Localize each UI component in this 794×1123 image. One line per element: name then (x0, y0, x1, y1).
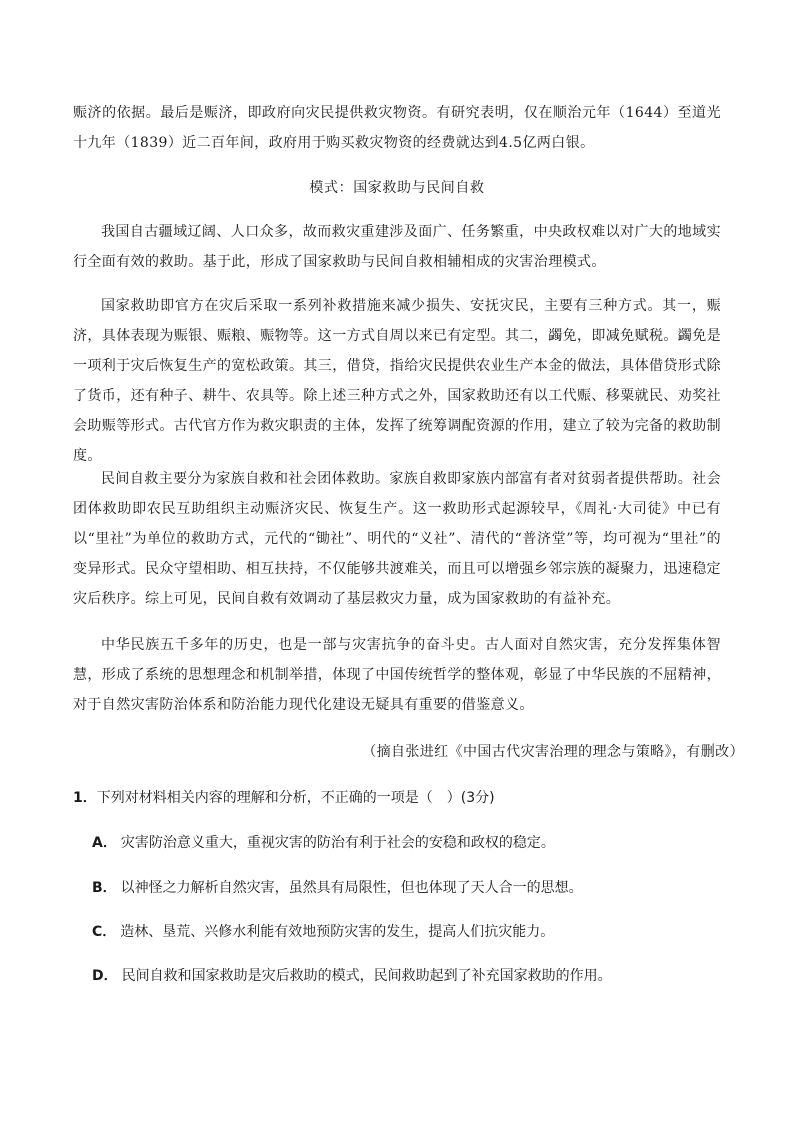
question-number: 1． (73, 790, 97, 806)
option-letter: C． (92, 924, 117, 940)
question-text: 下列对材料相关内容的理解和分析，不正确的一项是（ ）(3分) (96, 790, 495, 806)
body-paragraph-2: 国家救助即官方在灾后采取一系列补救措施来减少损失、安抚灾民，主要有三种方式。其一，赈济，具体表现为赈银、赈粮、赈物等。这一方式自周以来已有定型。其二，蠲免，即减免赋税。蠲免是一项利于灾后恢复生产的宽松政策。其三，借贷，指给灾民提供农业生产本金的做法，具体借贷形式除了货币，还有种子、耕牛、农具等。除上述三种方式之外，国家救助还有以工代赈、移粟就民、劝奖社会助赈等形式。古代官方作为救灾职责的主体，发挥了统筹调配资源的作用，建立了较为完备的救助制度。 (73, 298, 721, 464)
option-c (92, 922, 742, 942)
option-letter: D． (92, 968, 118, 984)
source-note: （摘自张进红《中国古代灾害治理的理念与策略》，有删改） (362, 744, 744, 760)
option-text: 民间自救和国家救助是灾后救助的模式，民间救助起到了补充国家救助的作用。 (121, 968, 612, 984)
option-text: 灾害防治意义重大，重视灾害的防治有利于社会的安稳和政权的稳定。 (120, 835, 555, 851)
question-1 (73, 788, 733, 808)
option-letter: A． (92, 835, 117, 851)
body-paragraph-3: 民间自救主要分为家族自救和社会团体救助。家族自救即家族内部富有者对贫弱者提供帮助。社会团体救助即农民互助组织主动赈济灾民、恢复生产。这一救助形式起源较早，《周礼·大司徒》中已有以“里社”为单位的救助方式，元代的“锄社”、明代的“义社”、清代的“普济堂”等，均可视为“里社”的变异形式。民众守望相助、相互扶持，不仅能够共渡难关，而且可以增强乡邻宗族的凝聚力，迅速稳定灾后秩序。综上可见，民间自救有效调动了基层救灾力量，成为国家救助的有益补充。 (73, 471, 721, 607)
option-d (92, 966, 742, 986)
body-paragraph-4: 中华民族五千多年的历史，也是一部与灾害抗争的奋斗史。古人面对自然灾害，充分发挥集体智慧，形成了系统的思想理念和机制举措，体现了中国传统哲学的整体观，彰显了中华民族的不屈精神，对于自然灾害防治体系和防治能力现代化建设无疑具有重要的借鉴意义。 (73, 637, 721, 713)
option-b (92, 878, 742, 898)
option-text: 以神怪之力解析自然灾害，虽然具有局限性，但也体现了天人合一的思想。 (120, 880, 583, 896)
option-letter: B． (92, 880, 117, 896)
option-a (92, 833, 742, 853)
intro-paragraph: 赈济的依据。最后是赈济，即政府向灾民提供救灾物资。有研究表明，仅在顺治元年（1644）至道光十九年（1839）近二百年间，政府用于购买救灾物资的经费就达到4.5亿两白银。 (73, 105, 721, 151)
section-heading: 模式：国家救助与民间自救 (309, 180, 485, 196)
option-text: 造林、垦荒、兴修水利能有效地预防灾害的发生，提高人们抗灾能力。 (120, 924, 555, 940)
body-paragraph-1: 我国自古疆域辽阔、人口众多，故而救灾重建涉及面广、任务繁重，中央政权难以对广大的地域实行全面有效的救助。基于此，形成了国家救助与民间自救相辅相成的灾害治理模式。 (73, 224, 721, 270)
